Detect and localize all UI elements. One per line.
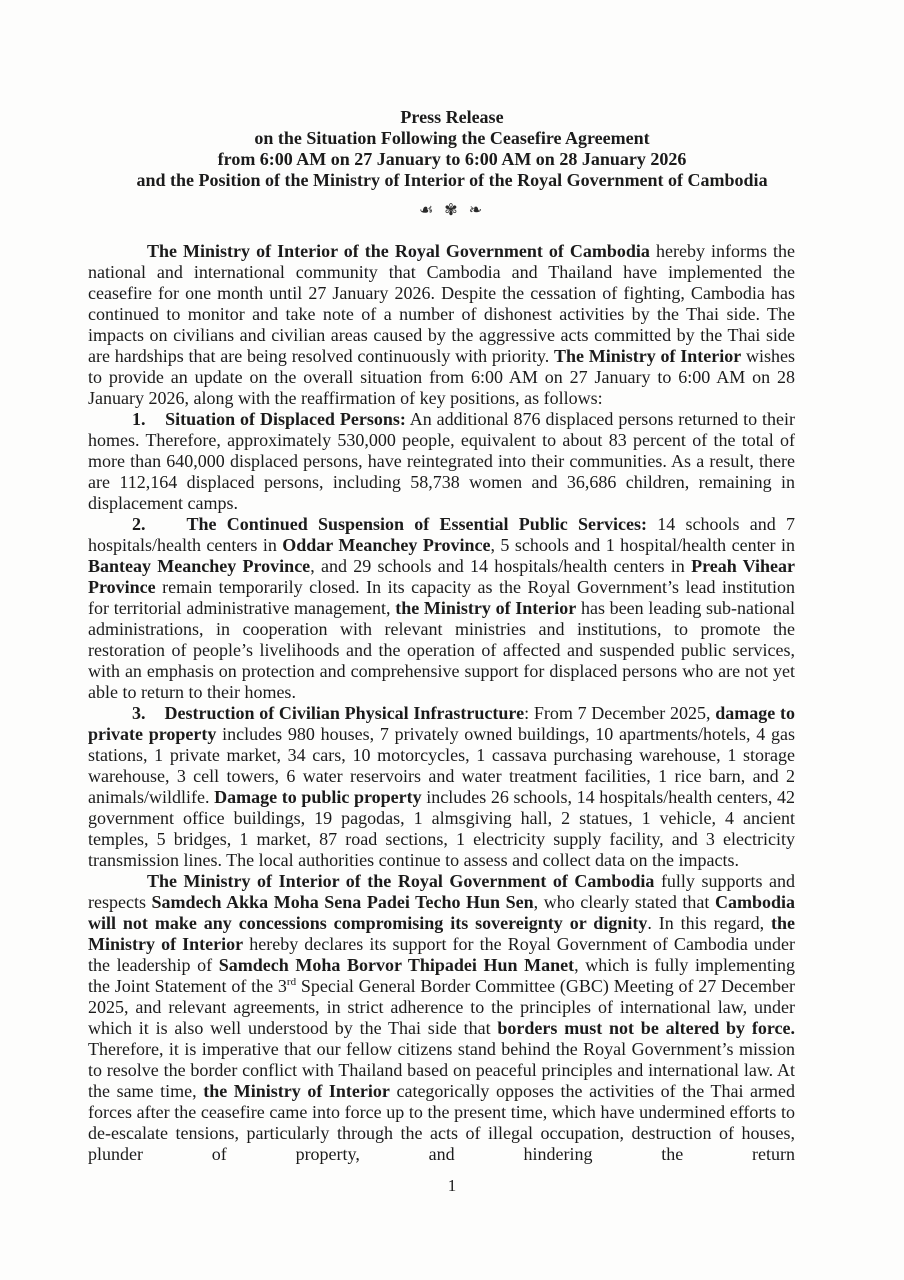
bold-text-run: borders must not be altered by force. <box>497 1018 795 1038</box>
text-run: categorically opposes the activities of the Thai armed forces after the ceasefire came into force up to the present time, which have undermined efforts to de-escalate tensions, particularly through the acts of illegal occupation, destruction of houses, plunder of property, and hindering the return <box>88 1081 796 1164</box>
document-body <box>88 241 795 1165</box>
document-title <box>0 107 904 222</box>
text-run: fully supports and respects <box>88 871 795 912</box>
bold-text-run: Oddar Meanchey Province <box>282 535 491 555</box>
text-run: , who clearly stated that <box>533 892 715 912</box>
bold-text-run: Samdech Moha Borvor Thipadei Hun Manet <box>218 955 575 975</box>
paragraph <box>88 703 795 871</box>
bold-text-run: The Ministry of Interior of the Royal Government of Cambodia <box>147 871 655 891</box>
page-footer <box>0 1176 904 1196</box>
title-line-1: Press Release <box>400 107 504 127</box>
title-line-3: from 6:00 AM on 27 January to 6:00 AM on 28 January 2026 <box>217 149 687 169</box>
paragraph <box>88 871 795 1165</box>
bold-text-run: The Ministry of Interior of the Royal Government of Cambodia <box>147 241 650 261</box>
bold-text-run: 2. The Continued Suspension of Essential Public Services: <box>132 514 648 534</box>
text-run: hereby informs the national and international community that Cambodia and Thailand have implemented the ceasefire for one month until 27 January 2026. Despite the cessation of fighting, Cambodia has continued to monitor and take note of a number of dishonest activities by the Thai side. The impacts on civilians and civilian areas caused by the aggressive acts committed by the Thai side are hardships that are being resolved continuously with priority. <box>88 241 795 366</box>
bold-text-run: The Ministry of Interior <box>554 346 742 366</box>
bold-text-run: Banteay Meanchey Province <box>88 556 311 576</box>
text-run: includes 980 houses, 7 privately owned buildings, 10 apartments/hotels, 4 gas stations, 1 private market, 34 cars, 10 motorcycles, 1 cassava purchasing warehouse, 1 storage warehouse, 3 cell towers, 6 water reservoirs and water treatment facilities, 1 rice barn, and 2 animals/wildlife. <box>88 724 795 807</box>
text-run: , and 29 schools and 14 hospitals/health centers in <box>310 556 692 576</box>
bold-text-run: Cambodia will not make any concessions compromising its sovereignty or dignity <box>88 892 795 933</box>
paragraph <box>88 409 795 514</box>
bold-text-run: Samdech Akka Moha Sena Padei Techo Hun Sen <box>151 892 534 912</box>
superscript-text-run: rd <box>286 976 297 988</box>
bold-text-run: damage to private property <box>88 703 795 744</box>
text-run: Therefore, it is imperative that our fellow citizens stand behind the Royal Government’s mission to resolve the border conflict with Thailand based on peaceful principles and international law. At the same time, <box>88 1039 795 1101</box>
text-run: An additional 876 displaced persons returned to their homes. Therefore, approximately 530,000 people, equivalent to about 83 percent of the total of more than 640,000 displaced persons, have reintegrated into their communities. As a result, there are 112,164 displaced persons, including 58,738 women and 36,686 children, remaining in displacement camps. <box>88 409 795 513</box>
bold-text-run: 3. Destruction of Civilian Physical Infrastructure <box>132 703 525 723</box>
paragraph <box>88 514 795 703</box>
text-run: , which is fully implementing the Joint Statement of the 3 <box>88 955 795 996</box>
text-run: hereby declares its support for the Royal Government of Cambodia under the leadership of <box>88 934 795 975</box>
title-line-4: and the Position of the Ministry of Interior of the Royal Government of Cambodia <box>136 170 768 190</box>
floral-divider-icon: ☙ ✾ ❧ <box>418 200 486 219</box>
text-run: wishes to provide an update on the overall situation from 6:00 AM on 27 January to 6:00 AM on 28 January 2026, along with the reaffirmation of key positions, as follows: <box>88 346 796 408</box>
text-run: 14 schools and 7 hospitals/health centers in <box>88 514 795 555</box>
text-run: . In this regard, <box>647 913 772 933</box>
text-run: includes 26 schools, 14 hospitals/health centers, 42 government office buildings, 19 pagodas, 1 almsgiving hall, 2 statues, 1 vehicle, 4 ancient temples, 5 bridges, 1 market, 87 road sections, 1 electricity supply facility, and 3 electricity transmission lines. The local authorities continue to assess and collect data on the impacts. <box>88 787 795 870</box>
text-run: , 5 schools and 1 hospital/health center in <box>490 535 795 555</box>
text-run: Special General Border Committee (GBC) Meeting of 27 December 2025, and relevant agreements, in strict adherence to the principles of international law, under which it is also well understood by the Thai side that <box>88 976 795 1038</box>
bold-text-run: Preah Vihear Province <box>88 556 796 597</box>
text-run: remain temporarily closed. In its capacity as the Royal Government’s lead institution for territorial administrative management, <box>88 577 795 618</box>
bold-text-run: the Ministry of Interior <box>203 1081 390 1101</box>
text-run: : From 7 December 2025, <box>524 703 716 723</box>
page-number: 1 <box>447 1176 457 1195</box>
bold-text-run: the Ministry of Interior <box>88 913 796 954</box>
bold-text-run: the Ministry of Interior <box>395 598 577 618</box>
title-line-2: on the Situation Following the Ceasefire Agreement <box>254 128 650 148</box>
bold-text-run: 1. Situation of Displaced Persons: <box>132 409 406 429</box>
text-run: has been leading sub-national administrations, in cooperation with relevant ministries and institutions, to promote the restoration of people’s livelihoods and the operation of affected and suspended public services, with an emphasis on protection and comprehensive support for displaced persons who are not yet able to return to their homes. <box>88 598 796 702</box>
bold-text-run: Damage to public property <box>214 787 422 807</box>
paragraph <box>88 241 795 409</box>
